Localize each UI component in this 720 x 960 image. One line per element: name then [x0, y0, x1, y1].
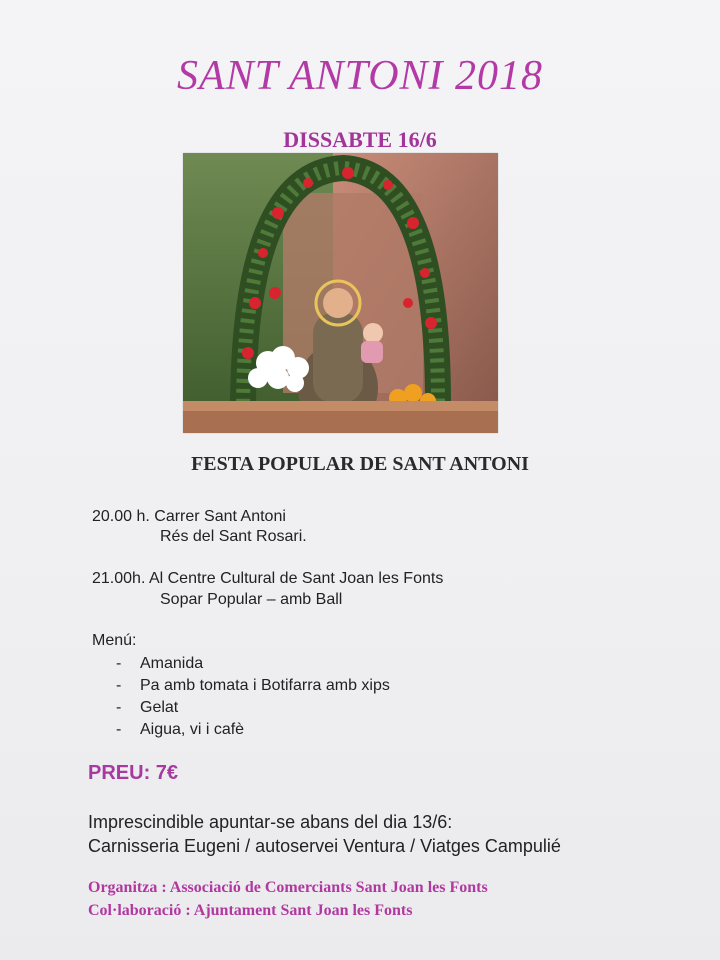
- menu-item: Gelat: [140, 699, 179, 716]
- price: PREU: 7€: [88, 762, 179, 784]
- menu-item: Amanida: [140, 655, 204, 672]
- page-title: SANT ANTONI 2018: [176, 53, 544, 99]
- schedule-2-line2: Sopar Popular – amb Ball: [160, 591, 343, 608]
- menu-dash: -: [116, 721, 122, 738]
- footer-organitza: Organitza : Associació de Comerciants Sant Joan les Fonts: [88, 879, 488, 896]
- event-date: DISSABTE 16/6: [283, 127, 437, 152]
- saint-anthony-photo: [183, 153, 498, 433]
- shrine-illustration: [183, 153, 498, 433]
- schedule-1-line1: 20.00 h. Carrer Sant Antoni: [92, 508, 286, 525]
- menu-item: Pa amb tomata i Botifarra amb xips: [140, 677, 390, 694]
- schedule-1-line2: Rés del Sant Rosari.: [160, 528, 307, 545]
- footer-collaboracio: Col·laboració : Ajuntament Sant Joan les Fonts: [88, 902, 413, 919]
- menu-dash: -: [116, 699, 122, 716]
- signup-line1: Imprescindible apuntar-se abans del dia 13/6:: [88, 812, 453, 832]
- schedule-2-line1: 21.00h. Al Centre Cultural de Sant Joan les Fonts: [92, 570, 444, 587]
- menu-item: Aigua, vi i cafè: [140, 721, 245, 738]
- menu-heading: Menú:: [92, 632, 137, 649]
- menu-dash: -: [116, 655, 122, 672]
- menu-dash: -: [116, 677, 122, 694]
- signup-line2: Carnisseria Eugeni / autoservei Ventura / Viatges Campulié: [88, 836, 561, 856]
- event-heading: FESTA POPULAR DE SANT ANTONI: [191, 453, 529, 475]
